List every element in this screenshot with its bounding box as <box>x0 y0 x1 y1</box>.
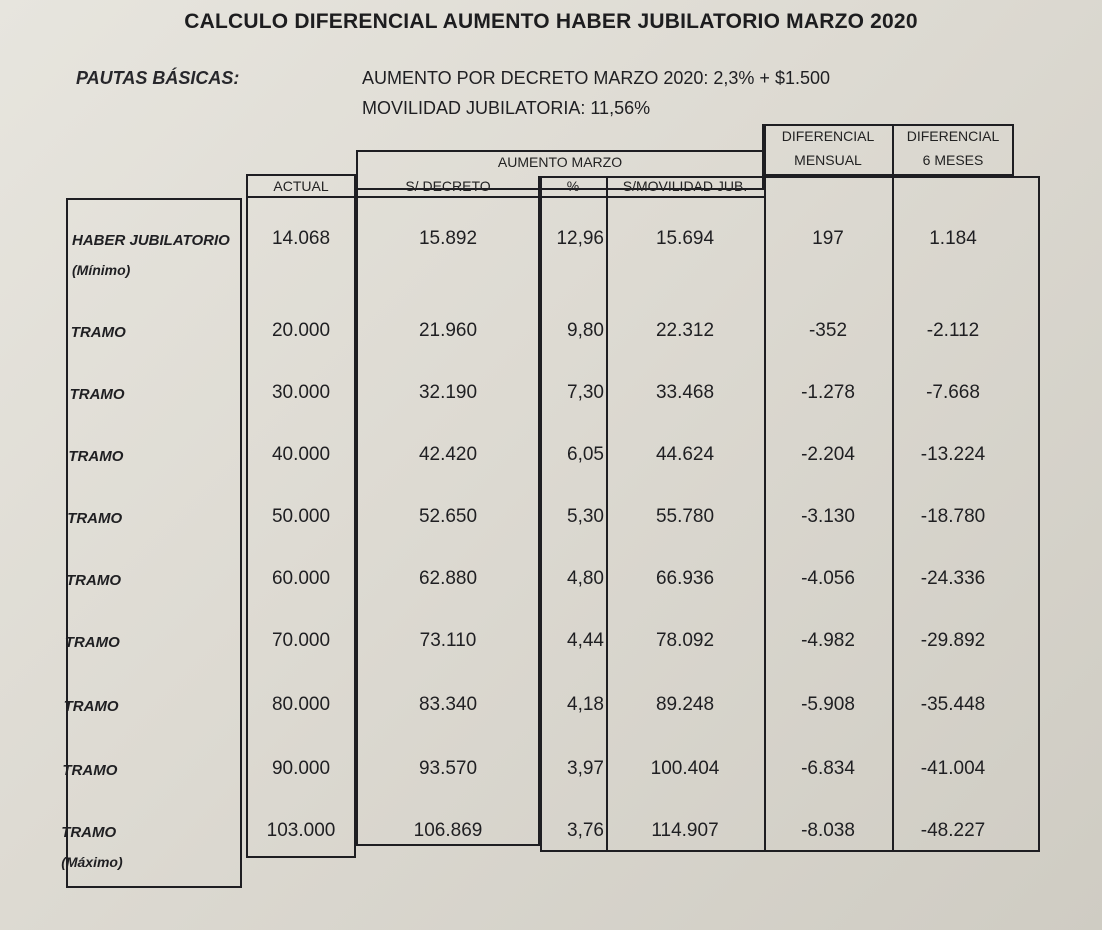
cell-movilidad: 89.248 <box>655 694 715 715</box>
cell-dif-6m: -13.224 <box>920 444 986 465</box>
pauta-decreto: AUMENTO POR DECRETO MARZO 2020: 2,3% + $1.500 <box>362 68 830 88</box>
label-column-box <box>63 198 242 888</box>
cell-pct: 4,80 <box>567 568 604 589</box>
pauta-movilidad: MOVILIDAD JUBILATORIA: 11,56% <box>362 98 651 118</box>
cell-dif-6m: -24.336 <box>920 568 986 589</box>
cell-decreto: 52.650 <box>418 506 478 527</box>
row-label: TRAMO <box>62 762 118 779</box>
cell-movilidad: 100.404 <box>650 758 720 779</box>
cell-decreto: 83.340 <box>418 694 478 715</box>
cell-decreto: 15.892 <box>418 228 478 249</box>
cell-pct: 12,96 <box>556 228 604 249</box>
row-label: TRAMO <box>69 386 125 403</box>
header-movilidad: S/MOVILIDAD JUB. <box>622 178 748 194</box>
cell-actual: 20.000 <box>271 320 331 341</box>
cell-pct: 3,97 <box>567 758 604 779</box>
header-dif-6m-line1: DIFERENCIAL <box>906 128 1000 144</box>
document-title: CALCULO DIFERENCIAL AUMENTO HABER JUBILATORIO MARZO 2020 <box>184 10 918 33</box>
cell-pct: 4,18 <box>567 694 604 715</box>
pautas-label: PAUTAS BÁSICAS: <box>76 68 240 88</box>
cell-movilidad: 22.312 <box>655 320 715 341</box>
header-pct: % <box>566 178 580 194</box>
cell-dif-mensual: -6.834 <box>801 758 855 779</box>
cell-pct: 9,80 <box>567 320 604 341</box>
row-label: TRAMO <box>67 510 123 527</box>
cell-decreto: 42.420 <box>418 444 478 465</box>
row-sublabel: (Mínimo) <box>72 262 131 278</box>
cell-decreto: 21.960 <box>418 320 478 341</box>
cell-actual: 103.000 <box>266 820 336 841</box>
cell-actual: 40.000 <box>271 444 331 465</box>
cell-pct: 4,44 <box>567 630 604 651</box>
header-decreto: S/ DECRETO <box>405 178 491 194</box>
cell-dif-mensual: -2.204 <box>801 444 855 465</box>
header-dif-mensual-line1: DIFERENCIAL <box>781 128 875 144</box>
cell-movilidad: 78.092 <box>655 630 715 651</box>
cell-dif-6m: -29.892 <box>920 630 986 651</box>
cell-movilidad: 33.468 <box>655 382 715 403</box>
cell-actual: 60.000 <box>271 568 331 589</box>
cell-dif-mensual: -5.908 <box>801 694 855 715</box>
cell-dif-mensual: -1.278 <box>801 382 855 403</box>
cell-pct: 7,30 <box>567 382 604 403</box>
cell-dif-mensual: -8.038 <box>801 820 855 841</box>
cell-dif-mensual: -352 <box>808 320 848 341</box>
cell-movilidad: 44.624 <box>655 444 715 465</box>
header-underline <box>246 196 764 198</box>
cell-pct: 5,30 <box>567 506 604 527</box>
cell-pct: 3,76 <box>567 820 604 841</box>
row-sublabel: (Máximo) <box>61 854 123 870</box>
cell-actual: 70.000 <box>271 630 331 651</box>
row-label: TRAMO <box>61 824 117 841</box>
cell-movilidad: 15.694 <box>655 228 715 249</box>
cell-movilidad: 114.907 <box>651 820 719 841</box>
row-label: TRAMO <box>64 634 120 651</box>
cell-dif-mensual: -4.982 <box>801 630 855 651</box>
row-label: TRAMO <box>66 572 121 589</box>
cell-dif-mensual: -3.130 <box>801 506 855 527</box>
cell-dif-6m: -18.780 <box>920 506 986 527</box>
cell-dif-6m: 1.184 <box>929 228 977 249</box>
cell-dif-6m: -48.227 <box>920 820 986 841</box>
row-label: HABER JUBILATORIO <box>72 232 230 249</box>
cell-dif-6m: -2.112 <box>926 320 980 341</box>
cell-dif-6m: -7.668 <box>926 382 980 403</box>
cell-dif-mensual: -4.056 <box>801 568 855 589</box>
header-dif-mensual-line2: MENSUAL <box>794 152 862 168</box>
cell-decreto: 32.190 <box>418 382 478 403</box>
cell-movilidad: 66.936 <box>655 568 715 589</box>
header-dif-6m-line2: 6 MESES <box>922 152 984 168</box>
cell-actual: 90.000 <box>271 758 331 779</box>
row-label: TRAMO <box>63 698 119 715</box>
cell-dif-mensual: 197 <box>812 228 844 249</box>
cell-pct: 6,05 <box>567 444 604 465</box>
cell-dif-6m: -35.448 <box>920 694 986 715</box>
cell-actual: 50.000 <box>271 506 331 527</box>
row-label: TRAMO <box>68 448 124 465</box>
header-aumento-marzo: AUMENTO MARZO <box>497 154 623 170</box>
cell-decreto: 93.570 <box>418 758 478 779</box>
header-actual: ACTUAL <box>273 178 329 194</box>
cell-actual: 80.000 <box>271 694 331 715</box>
cell-dif-6m: -41.004 <box>920 758 986 779</box>
cell-decreto: 62.880 <box>418 568 478 589</box>
cell-decreto: 106.869 <box>413 820 483 841</box>
cell-actual: 30.000 <box>271 382 331 403</box>
cell-movilidad: 55.780 <box>655 506 715 527</box>
cell-decreto: 73.110 <box>419 630 477 651</box>
cell-actual: 14.068 <box>271 228 331 249</box>
row-label: TRAMO <box>70 324 126 341</box>
